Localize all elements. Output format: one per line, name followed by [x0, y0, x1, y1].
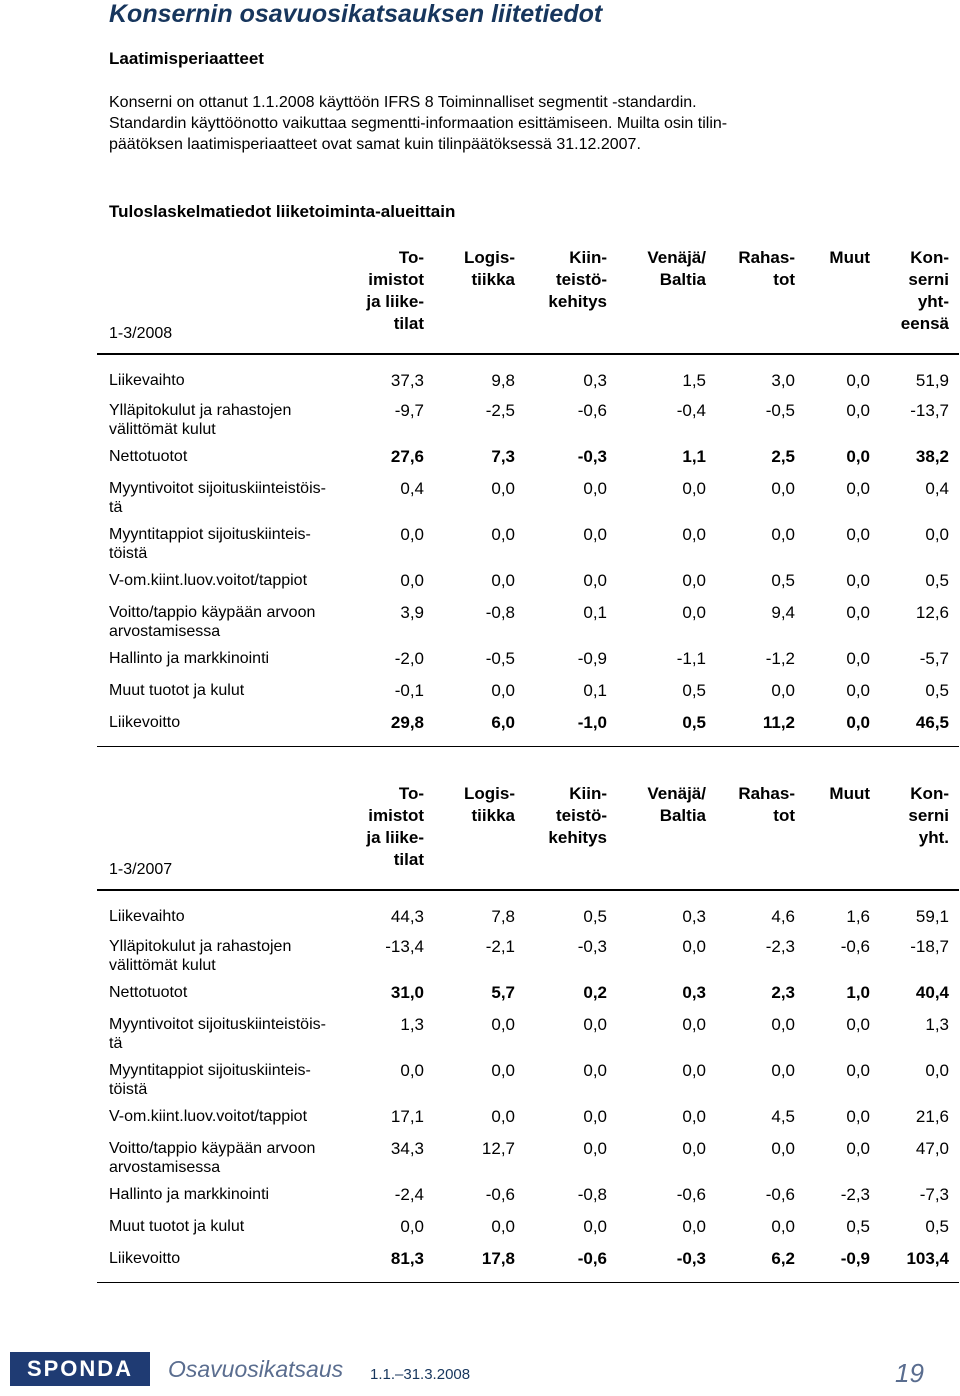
cell-value: 0,0 — [682, 603, 706, 622]
cell-value: 0,0 — [682, 479, 706, 498]
cell-value: -0,6 — [485, 1185, 515, 1204]
cell-value: 17,1 — [390, 1107, 424, 1126]
cell-value: -0,6 — [765, 1185, 795, 1204]
page-footer — [0, 1346, 960, 1396]
cell-value: 0,0 — [925, 1061, 949, 1080]
column-header-line: imistot — [368, 806, 424, 825]
column-header-line: tiikka — [471, 270, 515, 289]
cell-value: -0,6 — [577, 1249, 607, 1268]
row-label-line: Myyntivoitot sijoituskiinteistöis- — [109, 480, 326, 497]
column-header — [647, 783, 706, 827]
cell-value: 0,1 — [583, 603, 607, 622]
cell-value: 0,4 — [925, 479, 949, 498]
cell-value: -1,0 — [577, 713, 607, 732]
row-label — [109, 1015, 349, 1053]
column-header-line: Kiin- — [569, 248, 607, 267]
row-label — [109, 649, 349, 668]
company-logo: SPONDA — [10, 1352, 150, 1386]
column-header — [548, 783, 607, 849]
cell-value: -1,1 — [676, 649, 706, 668]
cell-value: 0,5 — [925, 681, 949, 700]
segment-table-2008 — [109, 247, 959, 747]
cell-value: 9,8 — [491, 371, 515, 390]
cell-value: 7,3 — [491, 447, 515, 466]
cell-value: 2,3 — [771, 983, 795, 1002]
cell-value: 0,0 — [846, 1139, 870, 1158]
cell-value: 0,5 — [682, 713, 706, 732]
footer-label: Osavuosikatsaus — [168, 1356, 344, 1382]
cell-value: 0,0 — [846, 401, 870, 420]
row-label-line: Nettotuotot — [109, 448, 188, 465]
cell-value: 38,2 — [915, 447, 949, 466]
row-label — [109, 937, 349, 975]
cell-value: 4,6 — [771, 907, 795, 926]
period-label: 1-3/2008 — [109, 325, 173, 342]
row-label — [109, 571, 349, 590]
cell-value: 0,5 — [682, 681, 706, 700]
cell-value: 0,0 — [491, 1107, 515, 1126]
cell-value: 0,0 — [846, 1061, 870, 1080]
cell-value: 46,5 — [915, 713, 949, 732]
cell-value: 0,0 — [491, 681, 515, 700]
cell-value: 0,0 — [682, 571, 706, 590]
row-label — [109, 1139, 349, 1177]
cell-value: 0,3 — [682, 907, 706, 926]
row-label-line: Liikevoitto — [109, 714, 181, 731]
column-header-line: ja liike- — [366, 292, 424, 311]
cell-value: -0,3 — [577, 937, 607, 956]
table-row — [109, 447, 959, 479]
cell-value: -18,7 — [910, 937, 949, 956]
cell-value: -7,3 — [919, 1185, 949, 1204]
row-label-line: välittömät kulut — [109, 957, 216, 974]
row-label-line: Liikevaihto — [109, 372, 185, 389]
column-header — [366, 783, 424, 871]
page-title: Konsernin osavuosikatsauksen liitetiedot — [109, 0, 603, 28]
cell-value: 0,0 — [583, 479, 607, 498]
row-label-line: arvostamisessa — [109, 623, 221, 640]
cell-value: -13,4 — [385, 937, 424, 956]
period-label: 1-3/2007 — [109, 861, 173, 878]
cell-value: 0,0 — [771, 525, 795, 544]
cell-value: 47,0 — [915, 1139, 949, 1158]
row-label — [109, 603, 349, 641]
cell-value: 1,3 — [925, 1015, 949, 1034]
cell-value: -0,6 — [840, 937, 870, 956]
cell-value: 0,0 — [771, 1015, 795, 1034]
cell-value: 5,7 — [491, 983, 515, 1002]
column-header-line: tot — [773, 806, 795, 825]
cell-value: -0,4 — [676, 401, 706, 420]
row-label-line: Ylläpitokulut ja rahastojen — [109, 938, 292, 955]
cell-value: 0,0 — [491, 525, 515, 544]
cell-value: 0,0 — [400, 1217, 424, 1236]
row-label-line: Muut tuotot ja kulut — [109, 1218, 245, 1235]
cell-value: 0,0 — [583, 1139, 607, 1158]
cell-value: -5,7 — [919, 649, 949, 668]
column-header-line: serni — [908, 270, 949, 289]
row-label-line: välittömät kulut — [109, 421, 216, 438]
cell-value: -0,9 — [840, 1249, 870, 1268]
table-row — [109, 649, 959, 681]
row-label — [109, 371, 349, 390]
cell-value: 0,0 — [583, 1107, 607, 1126]
page-number: 19 — [895, 1358, 924, 1388]
cell-value: 0,0 — [682, 1107, 706, 1126]
cell-value: 0,5 — [925, 1217, 949, 1236]
cell-value: 3,9 — [400, 603, 424, 622]
cell-value: 17,8 — [481, 1249, 515, 1268]
cell-value: -13,7 — [910, 401, 949, 420]
table-row — [109, 1015, 959, 1061]
cell-value: 2,5 — [771, 447, 795, 466]
cell-value: 0,0 — [846, 571, 870, 590]
row-label-line: tä — [109, 1035, 123, 1052]
cell-value: -0,3 — [577, 447, 607, 466]
cell-value: 0,0 — [682, 525, 706, 544]
row-label-line: Ylläpitokulut ja rahastojen — [109, 402, 292, 419]
table-title: Tuloslaskelmatiedot liiketoiminta-alueittain — [109, 202, 456, 221]
cell-value: -2,5 — [485, 401, 515, 420]
row-label — [109, 447, 349, 466]
row-label — [109, 401, 349, 439]
column-header — [901, 247, 949, 335]
cell-value: 0,4 — [400, 479, 424, 498]
cell-value: 81,3 — [390, 1249, 424, 1268]
column-header — [738, 247, 795, 291]
cell-value: 0,0 — [682, 1061, 706, 1080]
cell-value: 0,0 — [491, 479, 515, 498]
cell-value: 0,0 — [583, 1015, 607, 1034]
table-row — [109, 907, 959, 937]
cell-value: 0,0 — [583, 525, 607, 544]
column-header — [908, 783, 949, 849]
cell-value: 0,0 — [846, 1015, 870, 1034]
cell-value: 0,0 — [491, 571, 515, 590]
table-header — [109, 247, 959, 355]
row-label-line: Nettotuotot — [109, 984, 188, 1001]
table-row — [109, 401, 959, 447]
cell-value: -2,1 — [485, 937, 515, 956]
cell-value: 0,0 — [771, 681, 795, 700]
cell-value: 0,0 — [583, 1217, 607, 1236]
cell-value: 27,6 — [390, 447, 424, 466]
table-row — [109, 571, 959, 603]
row-label — [109, 681, 349, 700]
row-label-line: arvostamisessa — [109, 1159, 221, 1176]
cell-value: -0,1 — [394, 681, 424, 700]
column-header-line: To- — [398, 248, 424, 267]
cell-value: -0,6 — [676, 1185, 706, 1204]
cell-value: 0,5 — [583, 907, 607, 926]
column-header-line: eensä — [900, 314, 949, 333]
column-header-line: Rahas- — [738, 248, 795, 267]
cell-value: 34,3 — [390, 1139, 424, 1158]
cell-value: 31,0 — [390, 983, 424, 1002]
row-label-line: töistä — [109, 545, 148, 562]
cell-value: -2,3 — [840, 1185, 870, 1204]
cell-value: 0,0 — [583, 571, 607, 590]
cell-value: 0,0 — [400, 571, 424, 590]
cell-value: 0,2 — [583, 983, 607, 1002]
cell-value: 103,4 — [906, 1249, 949, 1268]
column-header-line: Venäjä/ — [647, 248, 706, 267]
table-row — [109, 1217, 959, 1249]
cell-value: 0,5 — [846, 1217, 870, 1236]
row-label-line: Voitto/tappio käypään arvoon — [109, 604, 316, 621]
cell-value: 0,0 — [925, 525, 949, 544]
cell-value: 0,0 — [583, 1061, 607, 1080]
column-header — [647, 247, 706, 291]
column-header — [464, 783, 515, 827]
column-header-line: yht- — [917, 292, 949, 311]
column-header-line: To- — [398, 784, 424, 803]
column-header-line: Baltia — [659, 270, 706, 289]
segment-table-2007 — [109, 783, 959, 1283]
cell-value: 4,5 — [771, 1107, 795, 1126]
cell-value: 6,0 — [491, 713, 515, 732]
row-label-line: V-om.kiint.luov.voitot/tappiot — [109, 1108, 308, 1125]
cell-value: 0,0 — [491, 1061, 515, 1080]
cell-value: 0,0 — [771, 1217, 795, 1236]
cell-value: -2,3 — [765, 937, 795, 956]
column-header-line: Muut — [829, 784, 870, 803]
cell-value: 0,0 — [846, 525, 870, 544]
column-header-line: tilat — [393, 314, 424, 333]
cell-value: 0,0 — [400, 1061, 424, 1080]
row-label — [109, 983, 349, 1002]
column-header-line: Muut — [829, 248, 870, 267]
table-row — [109, 1061, 959, 1107]
table-row — [109, 371, 959, 401]
column-header-line: yht. — [918, 828, 949, 847]
intro-text — [109, 92, 869, 155]
cell-value: 40,4 — [915, 983, 949, 1002]
column-header-line: tiikka — [471, 806, 515, 825]
row-label-line: Hallinto ja markkinointi — [109, 1186, 270, 1203]
cell-value: 0,0 — [846, 1107, 870, 1126]
column-header-line: Kiin- — [569, 784, 607, 803]
table-row — [109, 681, 959, 713]
column-header-line: tilat — [393, 850, 424, 869]
table-row — [109, 937, 959, 983]
table-row — [109, 983, 959, 1015]
column-header-line: kehitys — [548, 828, 607, 847]
cell-value: 51,9 — [915, 371, 949, 390]
cell-value: 0,5 — [771, 571, 795, 590]
cell-value: 7,8 — [491, 907, 515, 926]
column-header — [738, 783, 795, 827]
cell-value: -0,9 — [577, 649, 607, 668]
cell-value: 0,0 — [771, 1139, 795, 1158]
table-row — [109, 603, 959, 649]
column-header-line: kehitys — [548, 292, 607, 311]
row-label-line: Liikevoitto — [109, 1250, 181, 1267]
cell-value: 0,3 — [682, 983, 706, 1002]
row-label — [109, 479, 349, 517]
cell-value: 0,0 — [846, 681, 870, 700]
table-row — [109, 1139, 959, 1185]
cell-value: 0,0 — [682, 1139, 706, 1158]
table-row — [109, 479, 959, 525]
section-heading: Laatimisperiaatteet — [109, 49, 264, 68]
table-row — [109, 1185, 959, 1217]
cell-value: 11,2 — [762, 713, 795, 732]
cell-value: 44,3 — [390, 907, 424, 926]
table-row — [109, 1107, 959, 1139]
column-header — [829, 783, 870, 805]
cell-value: 0,0 — [771, 479, 795, 498]
cell-value: 0,0 — [846, 447, 870, 466]
cell-value: 0,0 — [682, 937, 706, 956]
cell-value: -0,3 — [676, 1249, 706, 1268]
cell-value: 0,0 — [846, 371, 870, 390]
row-label-line: Muut tuotot ja kulut — [109, 682, 245, 699]
cell-value: -0,8 — [485, 603, 515, 622]
cell-value: 9,4 — [771, 603, 795, 622]
cell-value: 1,0 — [846, 983, 870, 1002]
cell-value: 0,3 — [583, 371, 607, 390]
table-bottom-rule — [97, 1282, 959, 1283]
cell-value: 0,0 — [846, 713, 870, 732]
table-row — [109, 1249, 959, 1283]
cell-value: 59,1 — [915, 907, 949, 926]
column-header-line: Rahas- — [738, 784, 795, 803]
cell-value: 29,8 — [390, 713, 424, 732]
cell-value: -9,7 — [394, 401, 424, 420]
column-header-line: serni — [908, 806, 949, 825]
column-header — [366, 247, 424, 335]
row-label-line: V-om.kiint.luov.voitot/tappiot — [109, 572, 308, 589]
intro-line: Konserni on ottanut 1.1.2008 käyttöön IFRS 8 Toiminnalliset segmentit -standardin. — [109, 94, 697, 111]
row-label-line: Myyntitappiot sijoituskiinteis- — [109, 526, 311, 543]
table-header — [109, 783, 959, 891]
row-label — [109, 1217, 349, 1236]
cell-value: 0,0 — [682, 1217, 706, 1236]
cell-value: 0,0 — [491, 1015, 515, 1034]
cell-value: 0,0 — [846, 603, 870, 622]
row-label — [109, 907, 349, 926]
cell-value: 0,1 — [583, 681, 607, 700]
cell-value: 0,5 — [925, 571, 949, 590]
column-header-line: Logis- — [464, 248, 515, 267]
cell-value: 1,6 — [846, 907, 870, 926]
header-rule — [97, 889, 959, 891]
cell-value: 0,0 — [846, 649, 870, 668]
cell-value: 37,3 — [390, 371, 424, 390]
row-label — [109, 1107, 349, 1126]
cell-value: -0,6 — [577, 401, 607, 420]
cell-value: 0,0 — [682, 1015, 706, 1034]
column-header-line: teistö- — [556, 806, 607, 825]
row-label-line: Liikevaihto — [109, 908, 185, 925]
column-header-line: Logis- — [464, 784, 515, 803]
cell-value: 3,0 — [771, 371, 795, 390]
cell-value: 12,6 — [915, 603, 949, 622]
intro-line: Standardin käyttöönotto vaikuttaa segmentti-informaation esittämiseen. Muilta osin tilin- — [109, 115, 728, 132]
cell-value: -0,8 — [577, 1185, 607, 1204]
cell-value: -0,5 — [485, 649, 515, 668]
column-header — [829, 247, 870, 269]
cell-value: 0,0 — [771, 1061, 795, 1080]
cell-value: 21,6 — [915, 1107, 949, 1126]
table-bottom-rule — [97, 746, 959, 747]
cell-value: 0,0 — [491, 1217, 515, 1236]
column-header-line: Kon- — [910, 784, 949, 803]
row-label-line: töistä — [109, 1081, 148, 1098]
row-label — [109, 713, 349, 732]
table-row — [109, 713, 959, 747]
cell-value: -1,2 — [765, 649, 795, 668]
cell-value: 1,5 — [682, 371, 706, 390]
column-header-line: teistö- — [556, 270, 607, 289]
footer-date: 1.1.–31.3.2008 — [370, 1366, 471, 1383]
row-label-line: Voitto/tappio käypään arvoon — [109, 1140, 316, 1157]
row-label — [109, 525, 349, 563]
column-header-line: tot — [773, 270, 795, 289]
cell-value: 0,0 — [846, 479, 870, 498]
cell-value: 1,1 — [682, 447, 706, 466]
column-header-line: imistot — [368, 270, 424, 289]
intro-line: päätöksen laatimisperiaatteet ovat samat kuin tilinpäätöksessä 31.12.2007. — [109, 136, 641, 153]
cell-value: -0,5 — [765, 401, 795, 420]
column-header — [548, 247, 607, 313]
column-header-line: Venäjä/ — [647, 784, 706, 803]
header-rule — [97, 353, 959, 355]
column-header-line: ja liike- — [366, 828, 424, 847]
cell-value: 0,0 — [400, 525, 424, 544]
cell-value: 6,2 — [771, 1249, 795, 1268]
column-header — [464, 247, 515, 291]
row-label-line: Hallinto ja markkinointi — [109, 650, 270, 667]
row-label-line: tä — [109, 499, 123, 516]
cell-value: -2,0 — [394, 649, 424, 668]
row-label-line: Myyntivoitot sijoituskiinteistöis- — [109, 1016, 326, 1033]
row-label-line: Myyntitappiot sijoituskiinteis- — [109, 1062, 311, 1079]
cell-value: -2,4 — [394, 1185, 424, 1204]
column-header-line: Kon- — [910, 248, 949, 267]
column-header-line: Baltia — [659, 806, 706, 825]
row-label — [109, 1249, 349, 1268]
cell-value: 1,3 — [400, 1015, 424, 1034]
row-label — [109, 1061, 349, 1099]
cell-value: 12,7 — [481, 1139, 515, 1158]
row-label — [109, 1185, 349, 1204]
table-row — [109, 525, 959, 571]
